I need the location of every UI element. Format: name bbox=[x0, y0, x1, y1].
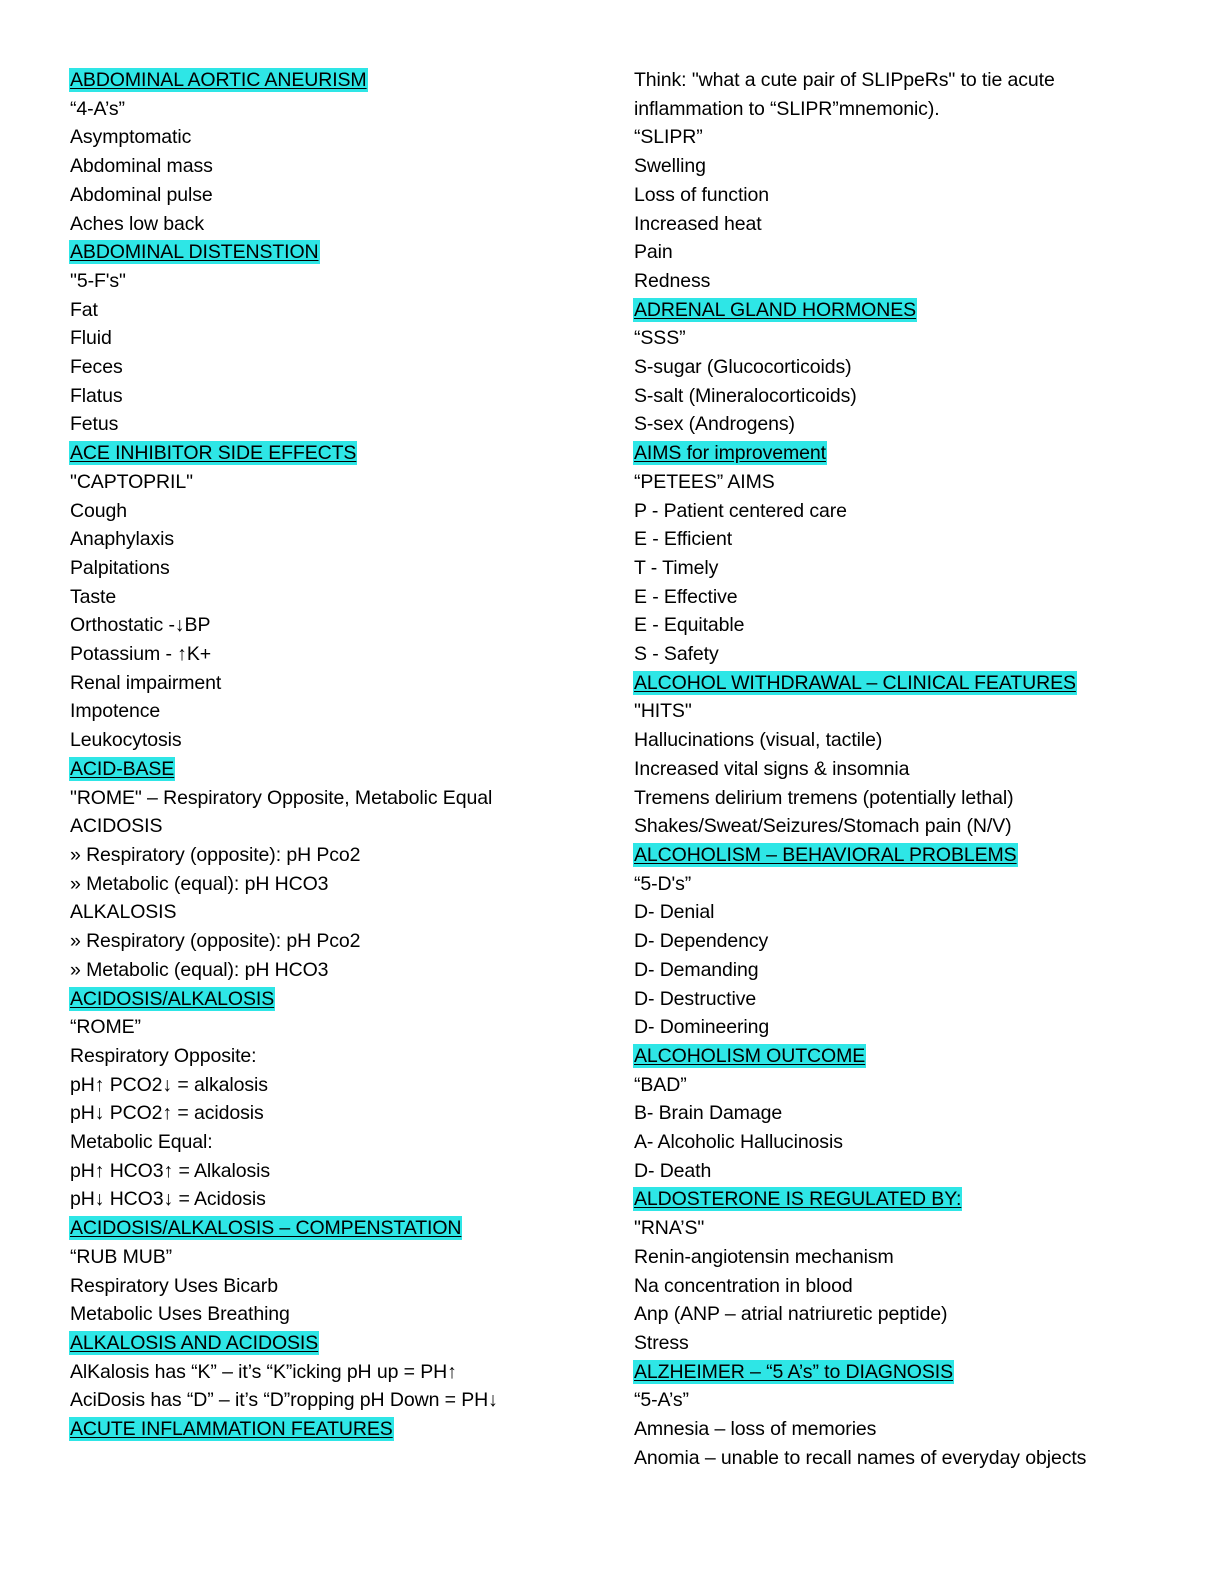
line-text: “SSS” bbox=[634, 327, 686, 350]
line-text: S-sugar (Glucocorticoids) bbox=[634, 356, 852, 379]
line-text: Flatus bbox=[70, 384, 123, 407]
left-text-line bbox=[70, 1272, 578, 1301]
line-text: Amnesia – loss of memories bbox=[634, 1418, 877, 1441]
line-text: "RNA’S" bbox=[634, 1217, 705, 1240]
right-text-line bbox=[634, 1071, 1142, 1100]
left-column bbox=[70, 66, 578, 1444]
line-text: ALCOHOLISM OUTCOME bbox=[634, 1044, 866, 1067]
line-text: “ROME” bbox=[70, 1016, 141, 1039]
line-text: Redness bbox=[634, 269, 711, 292]
line-text: Metabolic Equal: bbox=[70, 1131, 213, 1154]
left-text-line bbox=[70, 898, 578, 927]
left-text-line bbox=[70, 468, 578, 497]
line-text: pH↑ HCO3↑ = Alkalosis bbox=[70, 1159, 271, 1182]
right-text-line bbox=[634, 1214, 1142, 1243]
right-text-line bbox=[634, 1329, 1142, 1358]
line-text: “PETEES” AIMS bbox=[634, 470, 775, 493]
right-text-line bbox=[634, 583, 1142, 612]
left-text-line bbox=[70, 1013, 578, 1042]
left-text-line bbox=[70, 697, 578, 726]
left-text-line bbox=[70, 95, 578, 124]
left-text-line bbox=[70, 784, 578, 813]
line-text: Cough bbox=[70, 499, 127, 522]
right-text-line bbox=[634, 956, 1142, 985]
line-text: S - Safety bbox=[634, 643, 719, 666]
left-text-line bbox=[70, 1358, 578, 1387]
line-text: E - Efficient bbox=[634, 528, 733, 551]
right-text-line bbox=[634, 1272, 1142, 1301]
line-text: Stress bbox=[634, 1331, 689, 1354]
line-text: Impotence bbox=[70, 700, 161, 723]
line-text: Asymptomatic bbox=[70, 126, 192, 149]
line-text: "HITS" bbox=[634, 700, 692, 723]
line-text: “5-A’s” bbox=[634, 1389, 689, 1412]
line-text: » Metabolic (equal): pH HCO3 bbox=[70, 958, 329, 981]
line-text: Potassium - ↑K+ bbox=[70, 643, 212, 666]
left-text-line bbox=[70, 525, 578, 554]
left-text-line bbox=[70, 181, 578, 210]
right-text-line bbox=[634, 812, 1142, 841]
line-text: “SLIPR” bbox=[634, 126, 703, 149]
line-text: Pain bbox=[634, 241, 673, 264]
line-text: Loss of function bbox=[634, 183, 769, 206]
line-text: Metabolic Uses Breathing bbox=[70, 1303, 290, 1326]
line-text: ACIDOSIS/ALKALOSIS bbox=[70, 987, 275, 1010]
right-text-line bbox=[634, 784, 1142, 813]
right-text-line bbox=[634, 554, 1142, 583]
left-text-line bbox=[70, 1099, 578, 1128]
line-text: "5-F's" bbox=[70, 269, 126, 292]
line-text: "ROME" – Respiratory Opposite, Metabolic Equal bbox=[70, 786, 493, 809]
line-text: “5-D's” bbox=[634, 872, 692, 895]
line-text: E - Effective bbox=[634, 585, 738, 608]
right-text-line bbox=[634, 410, 1142, 439]
right-text-line bbox=[634, 1300, 1142, 1329]
line-text: “RUB MUB” bbox=[70, 1245, 173, 1268]
line-text: Fetus bbox=[70, 413, 119, 436]
right-text-line bbox=[634, 152, 1142, 181]
left-text-line bbox=[70, 152, 578, 181]
line-text: ADRENAL GLAND HORMONES bbox=[634, 298, 917, 321]
left-text-line bbox=[70, 726, 578, 755]
left-text-line bbox=[70, 353, 578, 382]
line-text: Renal impairment bbox=[70, 671, 222, 694]
right-text-line bbox=[634, 640, 1142, 669]
line-text: Respiratory Uses Bicarb bbox=[70, 1274, 278, 1297]
line-text: ACE INHIBITOR SIDE EFFECTS bbox=[70, 442, 357, 465]
right-text-line bbox=[634, 353, 1142, 382]
line-text: pH↓ HCO3↓ = Acidosis bbox=[70, 1188, 266, 1211]
line-text: ACID-BASE bbox=[70, 757, 175, 780]
line-text: Abdominal mass bbox=[70, 155, 213, 178]
left-text-line bbox=[70, 1185, 578, 1214]
line-text: Hallucinations (visual, tactile) bbox=[634, 729, 883, 752]
left-heading bbox=[70, 985, 578, 1014]
right-heading bbox=[634, 841, 1142, 870]
line-text: B- Brain Damage bbox=[634, 1102, 783, 1125]
line-text: ACIDOSIS bbox=[70, 815, 163, 838]
right-text-line bbox=[634, 123, 1142, 152]
right-text-line bbox=[634, 1386, 1142, 1415]
line-text: Think: "what a cute pair of SLIPpeRs" to tie acute bbox=[634, 69, 1055, 91]
left-text-line bbox=[70, 669, 578, 698]
right-text-line bbox=[634, 697, 1142, 726]
line-text: D- Death bbox=[634, 1159, 712, 1182]
left-text-line bbox=[70, 324, 578, 353]
line-text: Respiratory Opposite: bbox=[70, 1044, 257, 1067]
right-text-line bbox=[634, 497, 1142, 526]
left-heading bbox=[70, 439, 578, 468]
line-text: » Respiratory (opposite): pH Pco2 bbox=[70, 930, 361, 953]
line-text: D- Denial bbox=[634, 901, 715, 924]
line-text: Feces bbox=[70, 356, 123, 379]
right-text-line bbox=[634, 1243, 1142, 1272]
line-text: pH↓ PCO2↑ = acidosis bbox=[70, 1102, 264, 1125]
right-text-line bbox=[634, 181, 1142, 210]
line-text: ACIDOSIS/ALKALOSIS – COMPENSTATION bbox=[70, 1217, 462, 1240]
left-text-line bbox=[70, 382, 578, 411]
left-text-line bbox=[70, 1128, 578, 1157]
line-text: Tremens delirium tremens (potentially lethal) bbox=[634, 786, 1014, 809]
right-column bbox=[634, 66, 1142, 1472]
line-text: Swelling bbox=[634, 155, 706, 178]
line-text: S-salt (Mineralocorticoids) bbox=[634, 384, 857, 407]
left-text-line bbox=[70, 1042, 578, 1071]
left-text-line bbox=[70, 956, 578, 985]
left-text-line bbox=[70, 1300, 578, 1329]
left-text-line bbox=[70, 123, 578, 152]
left-text-line bbox=[70, 296, 578, 325]
line-text: E - Equitable bbox=[634, 614, 745, 637]
line-text: » Metabolic (equal): pH HCO3 bbox=[70, 872, 329, 895]
left-heading bbox=[70, 1214, 578, 1243]
left-text-line bbox=[70, 410, 578, 439]
left-text-line bbox=[70, 1386, 578, 1415]
line-text: “4-A’s” bbox=[70, 97, 125, 120]
left-text-line bbox=[70, 640, 578, 669]
line-text: » Respiratory (opposite): pH Pco2 bbox=[70, 843, 361, 866]
line-text: S-sex (Androgens) bbox=[634, 413, 795, 436]
line-text: A- Alcoholic Hallucinosis bbox=[634, 1131, 843, 1154]
right-text-line bbox=[634, 726, 1142, 755]
right-heading bbox=[634, 1358, 1142, 1387]
right-text-line bbox=[634, 898, 1142, 927]
line-text: Leukocytosis bbox=[70, 729, 182, 752]
line-text: T - Timely bbox=[634, 556, 719, 579]
left-text-line bbox=[70, 554, 578, 583]
line-text: Anp (ANP – atrial natriuretic peptide) bbox=[634, 1303, 948, 1326]
line-text: Palpitations bbox=[70, 556, 170, 579]
left-heading bbox=[70, 1415, 578, 1444]
line-text: D- Dependency bbox=[634, 930, 769, 953]
right-text-line bbox=[634, 1157, 1142, 1186]
right-text-line bbox=[634, 611, 1142, 640]
right-heading bbox=[634, 1042, 1142, 1071]
line-text: ABDOMINAL DISTENSTION bbox=[70, 241, 319, 264]
left-text-line bbox=[70, 1071, 578, 1100]
left-text-line bbox=[70, 812, 578, 841]
line-text: Orthostatic -↓BP bbox=[70, 614, 211, 637]
line-text: ACUTE INFLAMMATION FEATURES bbox=[70, 1418, 393, 1441]
line-text: D- Demanding bbox=[634, 958, 759, 981]
left-heading bbox=[70, 66, 578, 95]
line-text: Taste bbox=[70, 585, 117, 608]
line-text: "CAPTOPRIL" bbox=[70, 470, 193, 493]
right-text-line bbox=[634, 755, 1142, 784]
right-text-line bbox=[634, 267, 1142, 296]
line-text: Shakes/Sweat/Seizures/Stomach pain (N/V) bbox=[634, 815, 1012, 838]
right-text-line bbox=[634, 210, 1142, 239]
left-text-line bbox=[70, 1243, 578, 1272]
right-text-line bbox=[634, 1128, 1142, 1157]
right-text-line bbox=[634, 324, 1142, 353]
line-text: ALZHEIMER – “5 A’s” to DIAGNOSIS bbox=[634, 1360, 953, 1383]
left-text-line bbox=[70, 210, 578, 239]
line-text: ALKALOSIS bbox=[70, 901, 177, 924]
left-text-line bbox=[70, 927, 578, 956]
line-text: “BAD” bbox=[634, 1073, 687, 1096]
line-text: AIMS for improvement bbox=[634, 442, 826, 465]
right-text-line bbox=[634, 1415, 1142, 1444]
line-text: ABDOMINAL AORTIC ANEURISM bbox=[70, 69, 367, 91]
left-heading bbox=[70, 238, 578, 267]
line-text: Fat bbox=[70, 298, 98, 321]
right-heading bbox=[634, 439, 1142, 468]
left-text-line bbox=[70, 267, 578, 296]
line-text: ALKALOSIS AND ACIDOSIS bbox=[70, 1331, 319, 1354]
line-text: Anomia – unable to recall names of everyday objects bbox=[634, 1446, 1087, 1469]
line-text: ALCOHOL WITHDRAWAL – CLINICAL FEATURES bbox=[634, 671, 1076, 694]
line-text: D- Destructive bbox=[634, 987, 757, 1010]
right-heading bbox=[634, 669, 1142, 698]
left-text-line bbox=[70, 611, 578, 640]
line-text: AciDosis has “D” – it’s “D”ropping pH Down = PH↓ bbox=[70, 1389, 498, 1412]
line-text: pH↑ PCO2↓ = alkalosis bbox=[70, 1073, 268, 1096]
left-text-line bbox=[70, 870, 578, 899]
right-text-line bbox=[634, 468, 1142, 497]
right-heading bbox=[634, 296, 1142, 325]
line-text: Fluid bbox=[70, 327, 112, 350]
line-text: Renin-angiotensin mechanism bbox=[634, 1245, 894, 1268]
line-text: D- Domineering bbox=[634, 1016, 770, 1039]
right-text-line bbox=[634, 1099, 1142, 1128]
right-text-line bbox=[634, 927, 1142, 956]
left-text-line bbox=[70, 1157, 578, 1186]
left-text-line bbox=[70, 841, 578, 870]
right-text-line bbox=[634, 1444, 1142, 1473]
line-text: inflammation to “SLIPR”mnemonic). bbox=[634, 97, 940, 120]
line-text: ALCOHOLISM – BEHAVIORAL PROBLEMS bbox=[634, 843, 1017, 866]
left-heading bbox=[70, 755, 578, 784]
right-text-line bbox=[634, 1013, 1142, 1042]
right-text-line bbox=[634, 238, 1142, 267]
two-column-layout bbox=[70, 66, 1154, 1472]
line-text: Increased heat bbox=[634, 212, 762, 235]
line-text: ALDOSTERONE IS REGULATED BY: bbox=[634, 1188, 962, 1211]
line-text: AlKalosis has “K” – it’s “K”icking pH up = PH↑ bbox=[70, 1360, 457, 1383]
right-text-line bbox=[634, 525, 1142, 554]
right-text-line bbox=[634, 95, 1142, 124]
right-heading bbox=[634, 1185, 1142, 1214]
left-heading bbox=[70, 1329, 578, 1358]
line-text: Abdominal pulse bbox=[70, 183, 213, 206]
line-text: Anaphylaxis bbox=[70, 528, 175, 551]
line-text: P - Patient centered care bbox=[634, 499, 847, 522]
right-text-line bbox=[634, 985, 1142, 1014]
line-text: Na concentration in blood bbox=[634, 1274, 853, 1297]
line-text: Aches low back bbox=[70, 212, 205, 235]
left-text-line bbox=[70, 583, 578, 612]
left-text-line bbox=[70, 497, 578, 526]
right-text-line bbox=[634, 870, 1142, 899]
line-text: Increased vital signs & insomnia bbox=[634, 757, 910, 780]
right-text-line bbox=[634, 382, 1142, 411]
right-text-line bbox=[634, 66, 1142, 95]
